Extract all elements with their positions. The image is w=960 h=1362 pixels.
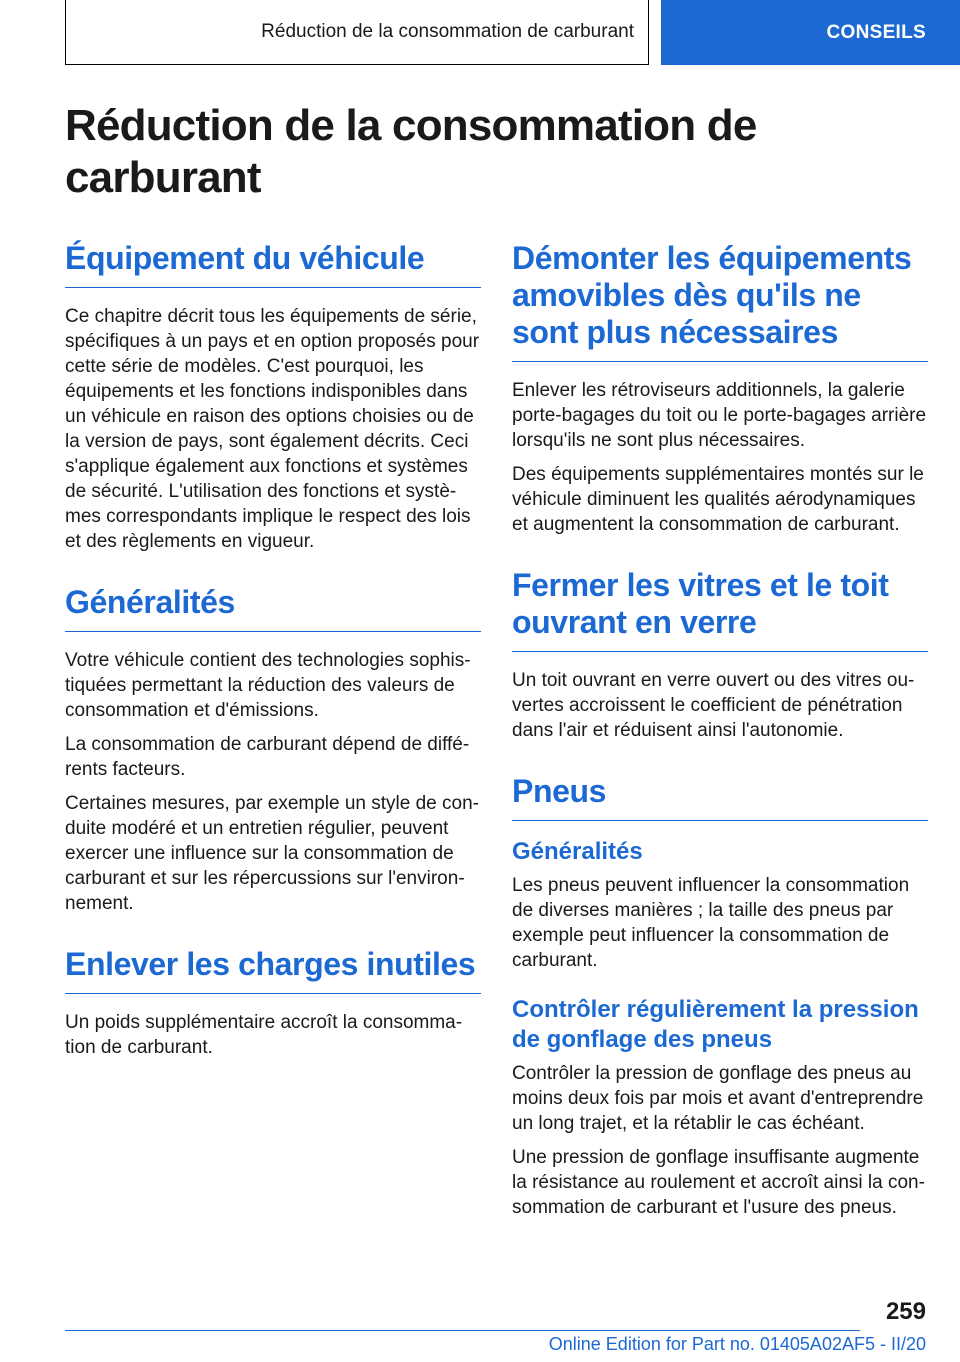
paragraph: Contrôler la pression de gonflage des pneus au moins deux fois par mois et avant d'entreprendre un long trajet, et la rétablir le cas échéant. <box>512 1063 924 1134</box>
heading-equipements-amovibles: Démonter les équipements amovibles dès qu'ils ne sont plus nécessaires <box>512 240 928 362</box>
paragraph: Un poids supplémentaire accroît la consommation de carburant. <box>65 1012 463 1058</box>
right-column <box>512 240 928 1229</box>
paragraph: Ce chapitre décrit tous les équipements de série, spécifiques à un pays et en option proposés pour cette série de modèles. C'est pourquoi, les équipements et les fonctions indisponibles dans un véhicule en raison des options choisies ou de la version de pays, sont également décrits. Ceci s'applique également aux fonctions et systèmes de sécurité. L'utilisation des fonctions et systèmes correspondants implique le respect des lois et des règlements en vigueur. <box>65 306 480 552</box>
left-column <box>65 240 481 1069</box>
section-generalites <box>65 584 481 916</box>
paragraph: Un toit ouvrant en verre ouvert ou des vitres ouvertes accroissent le coefficient de pénétration dans l'air et réduisent ainsi l'autonomie. <box>512 670 915 741</box>
section-charges-inutiles <box>65 946 481 1060</box>
heading-vitres-toit: Fermer les vitres et le toit ouvrant en verre <box>512 567 928 652</box>
footer-divider <box>65 1330 860 1331</box>
footer-edition-text: Online Edition for Part no. 01405A02AF5 - II/20 <box>548 1334 926 1354</box>
paragraph: Des équipements supplémentaires montés sur le véhicule diminuent les qualités aérodynamiques et augmentent la consommation de carburant. <box>512 464 924 535</box>
section-pneus <box>512 773 928 1220</box>
subheading-generalites: Généralités <box>512 838 643 865</box>
heading-generalites: Généralités <box>65 584 481 632</box>
paragraph: Certaines mesures, par exemple un style de conduite modéré et un entretien régulier, peuvent exercer une influence sur la consommation de carburant et sur les répercussions sur l'environnement. <box>65 793 479 914</box>
paragraph: La consommation de carburant dépend de différents facteurs. <box>65 734 470 780</box>
heading-equipement: Équipement du véhicule <box>65 240 481 288</box>
section-equipements-amovibles <box>512 240 928 537</box>
paragraph: Les pneus peuvent influencer la consommation de diverses manières ; la taille des pneus par exemple peut influencer la consommation de carburant. <box>512 875 910 971</box>
page-title: Réduction de la consommation de carburant <box>65 101 757 202</box>
paragraph: Enlever les rétroviseurs additionnels, la galerie porte-bagages du toit ou le porte-bagages arrière lorsqu'ils ne sont plus nécessaires. <box>512 380 927 451</box>
heading-pneus: Pneus <box>512 773 928 821</box>
section-equipement <box>65 240 481 554</box>
header-tab-conseils[interactable] <box>661 0 960 65</box>
subheading-pression: Contrôler régulièrement la pression de gonflage des pneus <box>512 996 919 1053</box>
section-vitres-toit <box>512 567 928 743</box>
heading-charges-inutiles: Enlever les charges inutiles <box>65 946 481 994</box>
header-tab-label: CONSEILS <box>826 21 926 43</box>
paragraph: Votre véhicule contient des technologies sophistiquées permettant la réduction des valeurs de consommation et d'émissions. <box>65 650 471 721</box>
page-number: 259 <box>885 1298 926 1325</box>
header-section-title-box <box>65 0 649 65</box>
paragraph: Une pression de gonflage insuffisante augmente la résistance au roulement et accroît ainsi la consommation de carburant et l'usure des pneus. <box>512 1147 925 1218</box>
header-section-title: Réduction de la consommation de carburant <box>261 21 634 42</box>
